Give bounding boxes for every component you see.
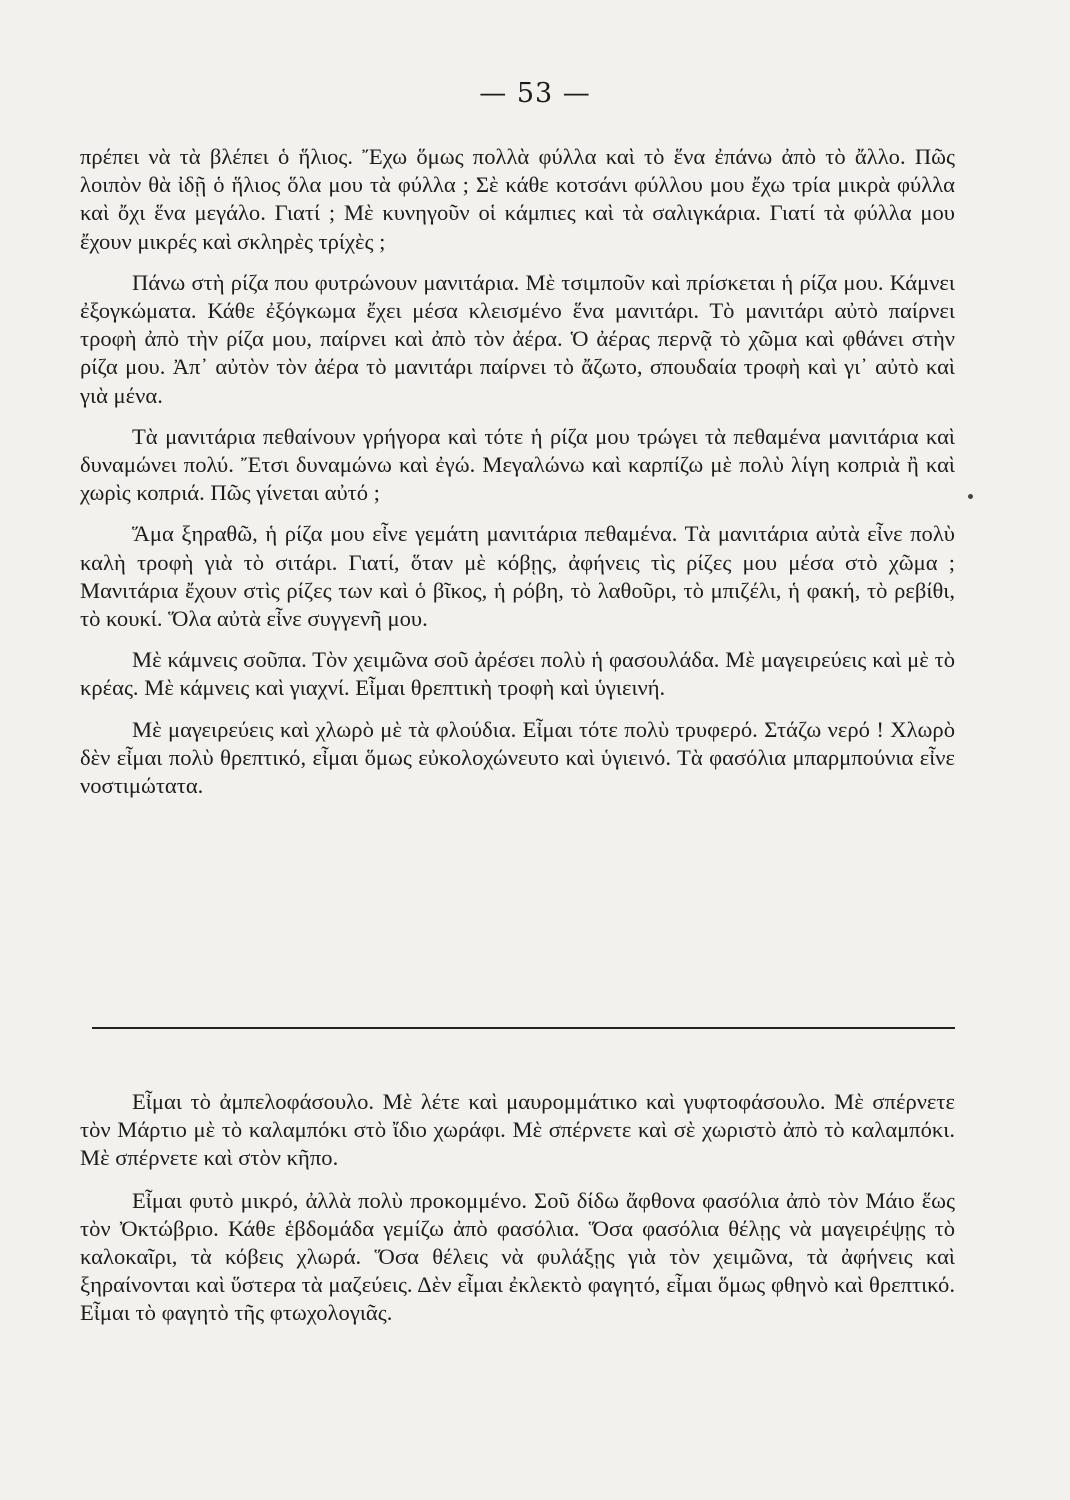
lower-text-section <box>80 1088 955 1328</box>
paragraph-root-fungi: Πάνω στὴ ρίζα που φυτρώνουν μανιτάρια. Μὲ τσιμποῦν καὶ πρίσκεται ἡ ρίζα μου. Κάμνει ἐξογκώματα. Κάθε ἐξόγκωμα ἔχει μέσα κλεισμένο ἕνα μανιτάρι. Τὸ μανιτάρι αὐτὸ παίρνει τροφὴ ἀπὸ τὴν ρίζα μου, παίρνει καὶ ἀπὸ τὸν ἀέρα. Ὁ ἀέρας περνᾷ τὸ χῶμα καὶ φθάνει στὴν ρίζα μου. Ἀπ᾽ αὐτὸν τὸν ἀέρα τὸ μανιτάρι παίρνει τὸ ἄζωτο, σπουδαία τροφὴ καὶ γι᾽ αὐτὸ καὶ γιὰ μένα. <box>80 269 955 408</box>
section-divider <box>92 1027 955 1029</box>
paragraph-leaves-continuation: πρέπει νὰ τὰ βλέπει ὁ ἥλιος. Ἔχω ὅμως πολλὰ φύλλα καὶ τὸ ἕνα ἐπάνω ἀπὸ τὸ ἄλλο. Πῶς λοιπὸν θὰ ἰδῇ ὁ ἥλιος ὅλα μου τὰ φύλλα ; Σὲ κάθε κοτσάνι φύλλου μου ἔχω τρία μικρὰ φύλλα καὶ ὄχι ἕνα μεγάλο. Γιατί ; Μὲ κυνηγοῦν οἱ κάμπιες καὶ τὰ σαλιγκάρια. Γιατί τὰ φύλλα μου ἔχουν μικρές καὶ σκληρὲς τρίχὲς ; <box>80 144 955 254</box>
paragraph-dead-fungi: Τὰ μανιτάρια πεθαίνουν γρήγορα καὶ τότε ἡ ρίζα μου τρώγει τὰ πεθαμένα μανιτάρια καὶ δυναμώνει πολύ. Ἔτσι δυναμώνω καὶ ἐγώ. Μεγαλώνω καὶ καρπίζω μὲ πολὺ λίγη κοπριὰ ἢ καὶ χωρὶς κοπριά. Πῶς γίνεται αὐτό ; <box>80 423 955 506</box>
page-number: — 53 — <box>479 78 591 109</box>
upper-text-section <box>80 143 955 800</box>
paragraph-green-beans: Μὲ μαγειρεύεις καὶ χλωρὸ μὲ τὰ φλούδια. Εἶμαι τότε πολὺ τρυφερό. Στάζω νερό ! Χλωρὸ δὲν εἶμαι πολὺ θρεπτικό, εἶμαι ὅμως εὐκολοχώνευτο καὶ ὑγιεινό. Τὰ φασόλια μπαρμπούνια εἶνε νοστιμώτατα. <box>80 716 955 799</box>
print-speck <box>968 494 973 499</box>
paragraph-cowpea-harvest: Εἶμαι φυτὸ μικρό, ἀλλὰ πολὺ προκομμένο. Σοῦ δίδω ἄφθονα φασόλια ἀπὸ τὸν Μάιο ἕως τὸν Ὀκτώβριο. Κάθε ἑβδομάδα γεμίζω ἀπὸ φασόλια. Ὅσα φασόλια θέλῃς νὰ μαγειρέψῃς τὸ καλοκαῖρι, τὰ κόβεις χλωρά. Ὅσα θέλεις νὰ φυλάξῃς γιὰ τὸν χειμῶνα, τὰ ἀφήνεις καὶ ξηραίνονται καὶ ὕστερα τὰ μαζεύεις. Δὲν εἶμαι ἐκλεκτὸ φαγητό, εἶμαι ὅμως φθηνὸ καὶ θρεπτικό. Εἶμαι τὸ φαγητὸ τῆς φτωχολογιᾶς. <box>80 1187 955 1326</box>
paragraph-soup: Μὲ κάμνεις σοῦπα. Τὸν χειμῶνα σοῦ ἀρέσει πολὺ ἡ φασουλάδα. Μὲ μαγειρεύεις καὶ μὲ τὸ κρέας. Μὲ κάμνεις καὶ γιαχνί. Εἶμαι θρεπτικὴ τροφὴ καὶ ὑγιεινή. <box>80 647 955 701</box>
paragraph-cowpea-intro: Εἶμαι τὸ ἀμπελοφάσουλο. Μὲ λέτε καὶ μαυρομμάτικο καὶ γυφτοφάσουλο. Μὲ σπέρνετε τὸν Μάρτιο μὲ τὸ καλαμπόκι στὸ ἴδιο χωράφι. Μὲ σπέρνετε καὶ σὲ χωριστὸ ἀπὸ τὸ καλαμπόκι. Μὲ σπέρνετε καὶ στὸν κῆπο. <box>80 1089 955 1171</box>
paragraph-roots-in-soil: Ἅμα ξηραθῶ, ἡ ρίζα μου εἶνε γεμάτη μανιτάρια πεθαμένα. Τὰ μανιτάρια αὐτὰ εἶνε πολὺ καλὴ τροφὴ γιὰ τὸ σιτάρι. Γιατί, ὅταν μὲ κόβῃς, ἀφήνεις τὶς ρίζες μου μέσα στὸ χῶμα ; Μανιτάρια ἔχουν στὶς ρίζες των καὶ ὁ βῖκος, ἡ ρόβη, τὸ λαθοῦρι, τὸ μπιζέλι, ἡ φακή, τὸ ρεβίθι, τὸ κουκί. Ὅλα αὐτὰ εἶνε συγγενῆ μου. <box>80 521 955 632</box>
